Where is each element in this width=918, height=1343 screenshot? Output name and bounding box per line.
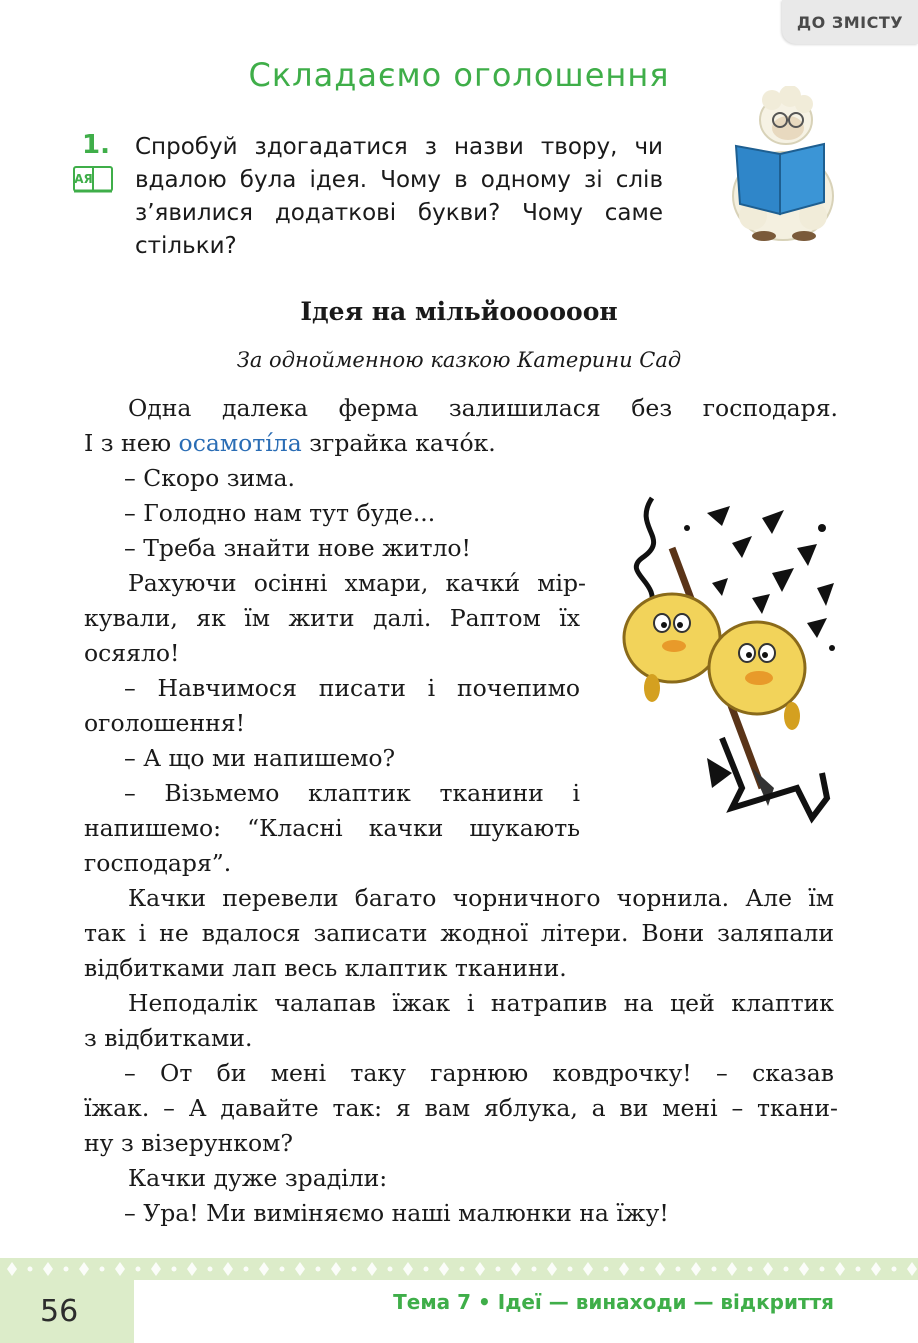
ornament-dot	[208, 1267, 213, 1272]
ornament-dot	[748, 1267, 753, 1272]
story-line: – Ура! Ми виміняємо наші малюнки на їжу!	[124, 1199, 669, 1227]
story-line: – Візьмемо клаптик тканини і	[124, 779, 580, 807]
ornament-diamond	[79, 1262, 89, 1276]
ornament-diamond	[799, 1262, 809, 1276]
footer-topic: Тема 7 • Ідеї — винаходи — відкриття	[393, 1290, 834, 1314]
story-subtitle: За однойменною казкою Катерини Сад	[236, 348, 682, 372]
story-line: кували, як їм жити далі. Раптом їх	[84, 604, 580, 632]
page-number: 56	[0, 1280, 134, 1343]
story-line: Одна далека ферма залишилася без господаря.	[128, 394, 838, 422]
ornament-diamond	[403, 1262, 413, 1276]
task-number: 1.	[82, 130, 110, 160]
story-title: Ідея на мільйоооооон	[300, 297, 618, 326]
ornament-diamond	[331, 1262, 341, 1276]
ornament-diamond	[223, 1262, 233, 1276]
ornament-diamond	[151, 1262, 161, 1276]
story-line: – Скоро зима.	[124, 464, 295, 492]
story-line: – А що ми напишемо?	[124, 744, 396, 772]
abc-book-icon	[73, 165, 113, 193]
abc-icon-text: АЯ	[74, 172, 93, 186]
ornament-dot	[820, 1267, 825, 1272]
sheep-reading-book-illustration	[728, 86, 838, 244]
ornament-diamond	[907, 1262, 917, 1276]
footer-ornament	[0, 1258, 918, 1280]
ornament-dot	[352, 1267, 357, 1272]
ornament-dot	[784, 1267, 789, 1272]
ornament-diamond	[727, 1262, 737, 1276]
ornament-dot	[532, 1267, 537, 1272]
story-line: – Навчимося писати і почепимо	[124, 674, 580, 702]
ornament-diamond	[259, 1262, 269, 1276]
story-line: відбитками лап весь клаптик тканини.	[84, 954, 567, 982]
story-line: осяяло!	[84, 639, 180, 667]
ornament-dot	[856, 1267, 861, 1272]
ornament-dot	[388, 1267, 393, 1272]
story-line: ну з візерунком?	[84, 1129, 293, 1157]
ornament-dot	[568, 1267, 573, 1272]
story-line: Качки перевели багато чорничного чорнила. Але їм	[128, 884, 834, 912]
ornament-dot	[100, 1267, 105, 1272]
ornament-diamond	[43, 1262, 53, 1276]
lesson-title: Складаємо оголошення	[248, 56, 670, 94]
story-line: – От би мені таку гарнюю ковдрочку! – сказав	[124, 1059, 834, 1087]
ornament-dot	[424, 1267, 429, 1272]
ornament-diamond	[7, 1262, 17, 1276]
story-line: з відбитками.	[84, 1024, 253, 1052]
story-line: І з нею осамоті́ла зграйка качо́к.	[84, 429, 496, 457]
ornament-diamond	[115, 1262, 125, 1276]
story-line: – Голодно нам тут буде...	[124, 499, 436, 527]
story-line: Рахуючи осінні хмари, качки́ мір-	[128, 569, 586, 597]
ornament-dot	[136, 1267, 141, 1272]
ornament-dot	[172, 1267, 177, 1272]
ornament-diamond	[691, 1262, 701, 1276]
ornament-dot	[712, 1267, 717, 1272]
story-line: їжак. – А давайте так: я вам яблука, а ви мені – ткани-	[84, 1094, 838, 1122]
task-text: Спробуй здогадатися з назви твору, чи вдалою була ідея. Чому в одному зі слів з’явилися додаткові букви? Чому саме стільки?	[135, 134, 663, 259]
ornament-diamond	[835, 1262, 845, 1276]
ornament-diamond	[619, 1262, 629, 1276]
ornament-dot	[316, 1267, 321, 1272]
ornament-diamond	[547, 1262, 557, 1276]
ornament-diamond	[367, 1262, 377, 1276]
story-line: напишемо: “Класні качки шукають	[84, 814, 580, 842]
story-line: – Треба знайти нове житло!	[124, 534, 471, 562]
story-line: оголошення!	[84, 709, 246, 737]
ornament-dot	[280, 1267, 285, 1272]
ornament-diamond	[871, 1262, 881, 1276]
ornament-diamond	[295, 1262, 305, 1276]
ornament-diamond	[511, 1262, 521, 1276]
toc-button[interactable]: ДО ЗМІСТУ	[782, 0, 918, 44]
ornament-dot	[640, 1267, 645, 1272]
ornament-diamond	[763, 1262, 773, 1276]
glossary-word[interactable]: осамоті́ла	[178, 429, 302, 457]
ornament-dot	[460, 1267, 465, 1272]
ornament-dot	[892, 1267, 897, 1272]
story-line: так і не вдалося записати жодної літери. Вони заляпали	[84, 919, 834, 947]
ornament-diamond	[187, 1262, 197, 1276]
ornament-diamond	[583, 1262, 593, 1276]
ornament-dot	[28, 1267, 33, 1272]
story-line: господаря”.	[84, 849, 232, 877]
story-line: Качки дуже зраділи:	[128, 1164, 388, 1192]
ducklings-with-pen-illustration	[612, 488, 842, 838]
ornament-diamond	[655, 1262, 665, 1276]
ornament-diamond	[439, 1262, 449, 1276]
ornament-dot	[244, 1267, 249, 1272]
ornament-dot	[496, 1267, 501, 1272]
ornament-dot	[604, 1267, 609, 1272]
ornament-dot	[64, 1267, 69, 1272]
story-line: Неподалік чалапав їжак і натрапив на цей клаптик	[128, 989, 834, 1017]
ornament-diamond	[475, 1262, 485, 1276]
ornament-dot	[676, 1267, 681, 1272]
